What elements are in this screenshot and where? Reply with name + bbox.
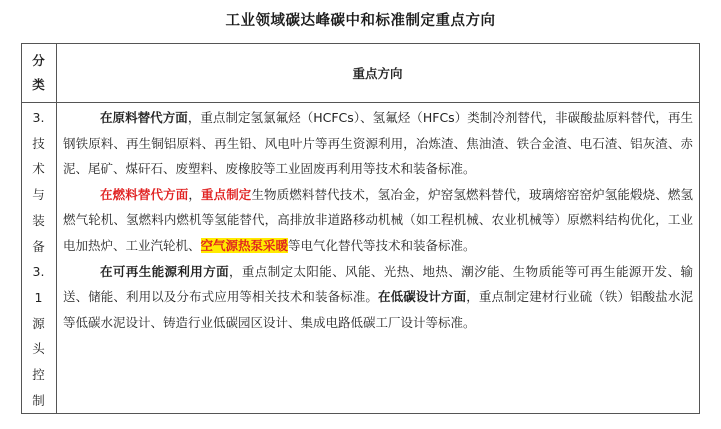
paragraph-renewable bbox=[63, 259, 693, 336]
category-char: 术 bbox=[32, 161, 45, 177]
text-low-carbon-design: ，重点制定建材行业硫（铁）铝酸盐水泥等低碳水泥设计、铸造行业低碳园区设计、集成电路低碳工厂设计等标准。 bbox=[63, 289, 693, 330]
category-char: 1 bbox=[34, 289, 43, 305]
lead-renewable: 在可再生能源利用方面 bbox=[100, 263, 229, 279]
header-direction: 重点方向 bbox=[352, 66, 403, 81]
lead-fuel: 在燃料替代方面 bbox=[100, 186, 189, 202]
category-char: 装 bbox=[32, 212, 45, 228]
direction-content bbox=[63, 103, 693, 335]
category-char: 与 bbox=[32, 187, 45, 203]
lead-raw-material: 在原料替代方面 bbox=[100, 110, 188, 125]
emphasis-key-formulation: 重点制定 bbox=[200, 186, 252, 202]
header-category-char: 分 bbox=[32, 53, 45, 68]
paragraph-fuel bbox=[63, 182, 693, 259]
category-char: 技 bbox=[32, 135, 45, 151]
table-border-bottom bbox=[21, 413, 700, 414]
category-char: 制 bbox=[32, 392, 45, 408]
category-char: 3. bbox=[32, 264, 45, 280]
text-fuel-2: 等电气化替代等技术和装备标准。 bbox=[288, 237, 476, 253]
category-char: 备 bbox=[32, 238, 45, 254]
text-raw-material: ，重点制定氢氯氟烃（HCFCs）、氢氟烃（HFCs）类制冷剂替代，非碳酸盐原料替代，再生钢铁原料、再生铜铝原料、再生铅、风电叶片等再生资源利用，冶炼渣、焦油渣、铁合金渣、电石渣、铝灰渣、赤泥、尾矿、煤矸石、废塑料、废橡胶等工业固废再利用等技术和装备标准。 bbox=[63, 110, 693, 177]
category-cell bbox=[21, 103, 56, 416]
separator-fuel: ， bbox=[188, 186, 201, 202]
category-char: 头 bbox=[32, 341, 45, 357]
highlight-air-source-heat-pump: 空气源热泵采暖 bbox=[200, 237, 289, 253]
header-category-char: 类 bbox=[32, 77, 45, 92]
paragraph-raw-material bbox=[63, 105, 693, 182]
category-char: 3. bbox=[32, 110, 45, 125]
document-title: 工业领域碳达峰碳中和标准制定重点方向 bbox=[225, 13, 496, 29]
category-char: 控 bbox=[32, 367, 45, 383]
text-renewable: ，重点制定太阳能、风能、光热、地热、潮汐能、生物质能等可再生能源开发、输送、储能、利用以及分布式应用等相关技术和装备标准。 bbox=[63, 263, 693, 305]
header-category bbox=[21, 43, 56, 103]
category-char: 源 bbox=[32, 315, 45, 331]
lead-low-carbon-design: 在低碳设计方面 bbox=[378, 289, 467, 305]
table-border-right bbox=[699, 43, 700, 414]
text-fuel-1: 生物质燃料替代技术，氢冶金，炉窑氢燃料替代，玻璃熔窑窑炉氢能煅烧、燃氢燃气轮机、氢燃料内燃机等氢能替代，高排放非道路移动机械（如工程机械、农业机械等）原燃料结构优化，工业电加热炉、工业汽轮机、 bbox=[63, 186, 693, 253]
